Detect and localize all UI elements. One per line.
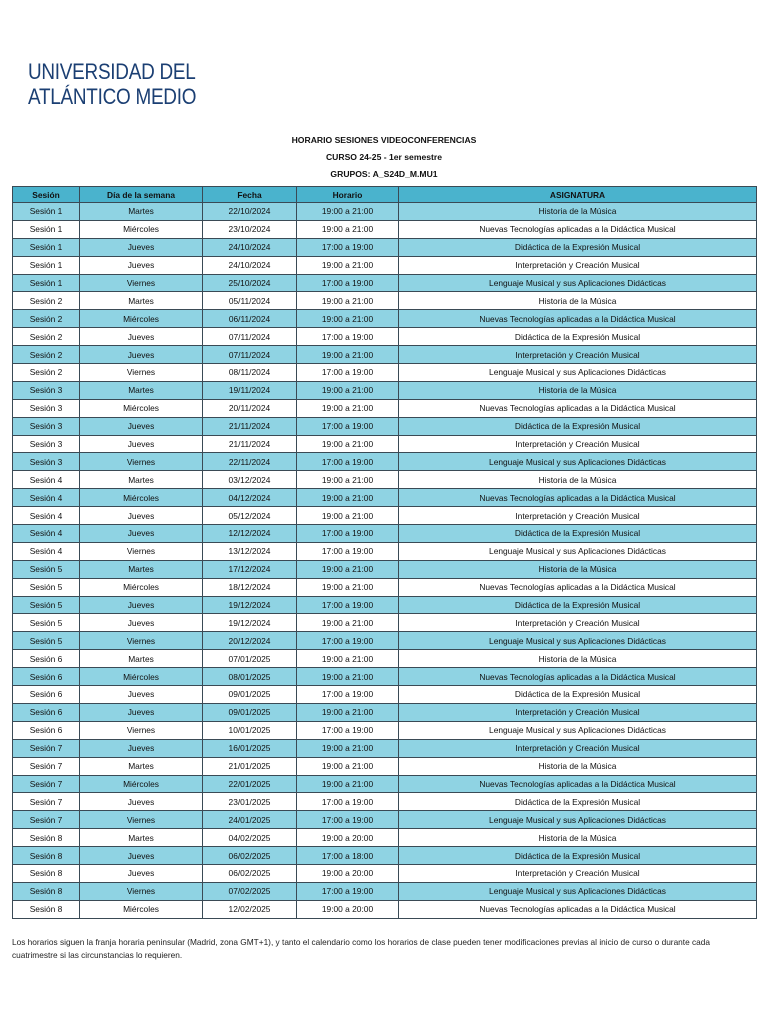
- cell-time: 19:00 a 20:00: [297, 900, 399, 918]
- cell-weekday: Martes: [80, 203, 203, 221]
- cell-session: Sesión 7: [13, 811, 80, 829]
- cell-subject: Nuevas Tecnologías aplicadas a la Didáctica Musical: [399, 668, 757, 686]
- cell-date: 06/02/2025: [203, 864, 297, 882]
- cell-session: Sesión 8: [13, 864, 80, 882]
- cell-subject: Historia de la Música: [399, 203, 757, 221]
- col-header-session: Sesión: [13, 187, 80, 203]
- cell-session: Sesión 8: [13, 882, 80, 900]
- cell-session: Sesión 3: [13, 453, 80, 471]
- cell-weekday: Jueves: [80, 238, 203, 256]
- cell-time: 19:00 a 21:00: [297, 399, 399, 417]
- table-row: [13, 847, 757, 865]
- cell-session: Sesión 6: [13, 686, 80, 704]
- table-row: [13, 596, 757, 614]
- cell-subject: Lenguaje Musical y sus Aplicaciones Didácticas: [399, 453, 757, 471]
- cell-date: 10/01/2025: [203, 721, 297, 739]
- cell-time: 19:00 a 21:00: [297, 256, 399, 274]
- cell-session: Sesión 3: [13, 399, 80, 417]
- table-row: [13, 417, 757, 435]
- cell-time: 17:00 a 19:00: [297, 686, 399, 704]
- col-header-subject: ASIGNATURA: [399, 187, 757, 203]
- cell-session: Sesión 6: [13, 650, 80, 668]
- cell-date: 22/11/2024: [203, 453, 297, 471]
- cell-subject: Historia de la Música: [399, 650, 757, 668]
- cell-weekday: Martes: [80, 292, 203, 310]
- cell-subject: Didáctica de la Expresión Musical: [399, 525, 757, 543]
- cell-session: Sesión 6: [13, 668, 80, 686]
- table-row: [13, 900, 757, 918]
- logo-line-2: ATLÁNTICO MEDIO: [28, 84, 197, 109]
- cell-session: Sesión 1: [13, 238, 80, 256]
- table-row: [13, 650, 757, 668]
- cell-date: 05/11/2024: [203, 292, 297, 310]
- cell-subject: Interpretación y Creación Musical: [399, 614, 757, 632]
- cell-time: 19:00 a 21:00: [297, 220, 399, 238]
- university-logo: [22, 55, 212, 117]
- table-row: [13, 507, 757, 525]
- cell-time: 19:00 a 21:00: [297, 739, 399, 757]
- cell-subject: Historia de la Música: [399, 757, 757, 775]
- cell-date: 08/11/2024: [203, 364, 297, 382]
- cell-subject: Lenguaje Musical y sus Aplicaciones Didácticas: [399, 274, 757, 292]
- table-row: [13, 703, 757, 721]
- table-row: [13, 793, 757, 811]
- cell-time: 17:00 a 19:00: [297, 364, 399, 382]
- course-label: CURSO 24-25 - 1er semestre: [325, 152, 443, 162]
- cell-session: Sesión 2: [13, 310, 80, 328]
- cell-weekday: Viernes: [80, 811, 203, 829]
- cell-date: 19/11/2024: [203, 381, 297, 399]
- cell-weekday: Jueves: [80, 525, 203, 543]
- table-row: [13, 310, 757, 328]
- table-row: [13, 811, 757, 829]
- cell-time: 19:00 a 21:00: [297, 292, 399, 310]
- table-row: [13, 328, 757, 346]
- cell-subject: Interpretación y Creación Musical: [399, 256, 757, 274]
- table-header-row: [13, 187, 757, 203]
- cell-session: Sesión 7: [13, 757, 80, 775]
- table-row: [13, 292, 757, 310]
- cell-subject: Interpretación y Creación Musical: [399, 507, 757, 525]
- cell-weekday: Martes: [80, 650, 203, 668]
- cell-weekday: Viernes: [80, 364, 203, 382]
- cell-subject: Historia de la Música: [399, 829, 757, 847]
- cell-session: Sesión 1: [13, 274, 80, 292]
- cell-subject: Historia de la Música: [399, 292, 757, 310]
- cell-subject: Lenguaje Musical y sus Aplicaciones Didácticas: [399, 632, 757, 650]
- cell-weekday: Jueves: [80, 614, 203, 632]
- cell-date: 06/11/2024: [203, 310, 297, 328]
- table-row: [13, 632, 757, 650]
- table-row: [13, 471, 757, 489]
- cell-time: 19:00 a 21:00: [297, 381, 399, 399]
- cell-session: Sesión 2: [13, 328, 80, 346]
- cell-time: 19:00 a 21:00: [297, 346, 399, 364]
- cell-session: Sesión 4: [13, 471, 80, 489]
- cell-weekday: Jueves: [80, 864, 203, 882]
- table-row: [13, 882, 757, 900]
- cell-weekday: Jueves: [80, 847, 203, 865]
- cell-weekday: Jueves: [80, 596, 203, 614]
- table-row: [13, 346, 757, 364]
- table-row: [13, 721, 757, 739]
- cell-subject: Nuevas Tecnologías aplicadas a la Didáctica Musical: [399, 310, 757, 328]
- cell-subject: Nuevas Tecnologías aplicadas a la Didáctica Musical: [399, 220, 757, 238]
- cell-date: 17/12/2024: [203, 560, 297, 578]
- cell-subject: Didáctica de la Expresión Musical: [399, 417, 757, 435]
- cell-date: 19/12/2024: [203, 596, 297, 614]
- cell-subject: Nuevas Tecnologías aplicadas a la Didáctica Musical: [399, 775, 757, 793]
- table-row: [13, 775, 757, 793]
- cell-session: Sesión 8: [13, 829, 80, 847]
- table-row: [13, 238, 757, 256]
- cell-session: Sesión 4: [13, 489, 80, 507]
- cell-time: 17:00 a 19:00: [297, 811, 399, 829]
- cell-weekday: Viernes: [80, 632, 203, 650]
- cell-subject: Lenguaje Musical y sus Aplicaciones Didácticas: [399, 882, 757, 900]
- cell-session: Sesión 5: [13, 560, 80, 578]
- col-header-date: Fecha: [203, 187, 297, 203]
- cell-session: Sesión 3: [13, 417, 80, 435]
- cell-date: 23/01/2025: [203, 793, 297, 811]
- cell-subject: Didáctica de la Expresión Musical: [399, 847, 757, 865]
- table-row: [13, 220, 757, 238]
- cell-time: 17:00 a 19:00: [297, 632, 399, 650]
- cell-subject: Interpretación y Creación Musical: [399, 739, 757, 757]
- cell-time: 19:00 a 21:00: [297, 668, 399, 686]
- cell-date: 09/01/2025: [203, 703, 297, 721]
- cell-weekday: Jueves: [80, 507, 203, 525]
- cell-time: 19:00 a 21:00: [297, 650, 399, 668]
- cell-weekday: Jueves: [80, 256, 203, 274]
- cell-session: Sesión 4: [13, 542, 80, 560]
- table-row: [13, 864, 757, 882]
- cell-subject: Historia de la Música: [399, 471, 757, 489]
- cell-subject: Interpretación y Creación Musical: [399, 435, 757, 453]
- cell-subject: Interpretación y Creación Musical: [399, 864, 757, 882]
- cell-weekday: Miércoles: [80, 310, 203, 328]
- table-row: [13, 560, 757, 578]
- schedule-table-body: [13, 203, 757, 919]
- cell-weekday: Jueves: [80, 435, 203, 453]
- table-row: [13, 525, 757, 543]
- cell-date: 13/12/2024: [203, 542, 297, 560]
- cell-weekday: Jueves: [80, 686, 203, 704]
- cell-date: 22/01/2025: [203, 775, 297, 793]
- cell-session: Sesión 2: [13, 292, 80, 310]
- schedule-table: [12, 186, 757, 919]
- cell-subject: Didáctica de la Expresión Musical: [399, 793, 757, 811]
- cell-date: 20/12/2024: [203, 632, 297, 650]
- cell-session: Sesión 6: [13, 703, 80, 721]
- table-row: [13, 399, 757, 417]
- cell-weekday: Jueves: [80, 346, 203, 364]
- table-row: [13, 686, 757, 704]
- cell-session: Sesión 1: [13, 220, 80, 238]
- cell-time: 17:00 a 19:00: [297, 721, 399, 739]
- cell-date: 20/11/2024: [203, 399, 297, 417]
- cell-weekday: Martes: [80, 381, 203, 399]
- cell-session: Sesión 2: [13, 346, 80, 364]
- cell-date: 06/02/2025: [203, 847, 297, 865]
- cell-date: 07/11/2024: [203, 346, 297, 364]
- cell-session: Sesión 4: [13, 525, 80, 543]
- cell-session: Sesión 6: [13, 721, 80, 739]
- cell-session: Sesión 1: [13, 203, 80, 221]
- cell-weekday: Miércoles: [80, 220, 203, 238]
- cell-date: 19/12/2024: [203, 614, 297, 632]
- cell-time: 19:00 a 21:00: [297, 471, 399, 489]
- cell-subject: Lenguaje Musical y sus Aplicaciones Didácticas: [399, 364, 757, 382]
- cell-time: 19:00 a 21:00: [297, 703, 399, 721]
- cell-weekday: Miércoles: [80, 399, 203, 417]
- cell-date: 07/02/2025: [203, 882, 297, 900]
- cell-subject: Nuevas Tecnologías aplicadas a la Didáctica Musical: [399, 399, 757, 417]
- table-row: [13, 739, 757, 757]
- cell-date: 09/01/2025: [203, 686, 297, 704]
- cell-weekday: Miércoles: [80, 900, 203, 918]
- cell-weekday: Miércoles: [80, 578, 203, 596]
- cell-time: 17:00 a 18:00: [297, 847, 399, 865]
- cell-weekday: Jueves: [80, 739, 203, 757]
- cell-subject: Nuevas Tecnologías aplicadas a la Didáctica Musical: [399, 900, 757, 918]
- cell-date: 21/11/2024: [203, 417, 297, 435]
- table-row: [13, 435, 757, 453]
- cell-weekday: Jueves: [80, 328, 203, 346]
- table-row: [13, 757, 757, 775]
- cell-subject: Didáctica de la Expresión Musical: [399, 686, 757, 704]
- cell-date: 16/01/2025: [203, 739, 297, 757]
- cell-weekday: Martes: [80, 471, 203, 489]
- logo-line-1: UNIVERSIDAD DEL: [28, 59, 196, 84]
- cell-session: Sesión 3: [13, 435, 80, 453]
- table-row: [13, 381, 757, 399]
- cell-time: 19:00 a 21:00: [297, 489, 399, 507]
- cell-weekday: Viernes: [80, 542, 203, 560]
- cell-subject: Nuevas Tecnologías aplicadas a la Didáctica Musical: [399, 489, 757, 507]
- table-row: [13, 453, 757, 471]
- cell-time: 19:00 a 20:00: [297, 864, 399, 882]
- cell-time: 19:00 a 21:00: [297, 507, 399, 525]
- cell-date: 24/10/2024: [203, 256, 297, 274]
- cell-time: 17:00 a 19:00: [297, 793, 399, 811]
- document-header: [0, 132, 768, 183]
- cell-date: 18/12/2024: [203, 578, 297, 596]
- cell-weekday: Viernes: [80, 721, 203, 739]
- cell-date: 12/02/2025: [203, 900, 297, 918]
- table-row: [13, 829, 757, 847]
- cell-weekday: Jueves: [80, 793, 203, 811]
- cell-time: 19:00 a 21:00: [297, 578, 399, 596]
- cell-session: Sesión 5: [13, 578, 80, 596]
- cell-time: 19:00 a 21:00: [297, 757, 399, 775]
- cell-session: Sesión 8: [13, 847, 80, 865]
- cell-subject: Historia de la Música: [399, 381, 757, 399]
- cell-date: 03/12/2024: [203, 471, 297, 489]
- cell-subject: Lenguaje Musical y sus Aplicaciones Didácticas: [399, 542, 757, 560]
- cell-time: 17:00 a 19:00: [297, 274, 399, 292]
- groups-label: GRUPOS: A_S24D_M.MU1: [330, 169, 438, 179]
- cell-time: 17:00 a 19:00: [297, 525, 399, 543]
- cell-time: 17:00 a 19:00: [297, 542, 399, 560]
- cell-subject: Interpretación y Creación Musical: [399, 703, 757, 721]
- cell-date: 05/12/2024: [203, 507, 297, 525]
- cell-date: 07/11/2024: [203, 328, 297, 346]
- cell-date: 24/01/2025: [203, 811, 297, 829]
- cell-subject: Didáctica de la Expresión Musical: [399, 238, 757, 256]
- cell-subject: Didáctica de la Expresión Musical: [399, 596, 757, 614]
- cell-session: Sesión 7: [13, 775, 80, 793]
- cell-weekday: Viernes: [80, 882, 203, 900]
- cell-subject: Lenguaje Musical y sus Aplicaciones Didácticas: [399, 721, 757, 739]
- cell-weekday: Miércoles: [80, 775, 203, 793]
- cell-subject: Lenguaje Musical y sus Aplicaciones Didácticas: [399, 811, 757, 829]
- cell-time: 19:00 a 21:00: [297, 435, 399, 453]
- cell-session: Sesión 7: [13, 739, 80, 757]
- table-row: [13, 256, 757, 274]
- cell-date: 21/11/2024: [203, 435, 297, 453]
- table-row: [13, 203, 757, 221]
- cell-date: 04/12/2024: [203, 489, 297, 507]
- cell-weekday: Viernes: [80, 453, 203, 471]
- cell-weekday: Jueves: [80, 703, 203, 721]
- document-title: HORARIO SESIONES VIDEOCONFERENCIAS: [291, 135, 477, 145]
- table-row: [13, 542, 757, 560]
- cell-date: 08/01/2025: [203, 668, 297, 686]
- cell-weekday: Martes: [80, 560, 203, 578]
- cell-time: 17:00 a 19:00: [297, 882, 399, 900]
- cell-weekday: Miércoles: [80, 489, 203, 507]
- logo-wordmark: [28, 59, 196, 109]
- col-header-time: Horario: [297, 187, 399, 203]
- footnote: Los horarios siguen la franja horaria peninsular (Madrid, zona GMT+1), y tanto el calendario como los horarios de clase pueden tener modificaciones previas al inicio de curso o durante cada cuatrimestre si las circunstancias lo requieren.: [12, 937, 711, 960]
- cell-session: Sesión 5: [13, 596, 80, 614]
- cell-session: Sesión 5: [13, 632, 80, 650]
- cell-time: 17:00 a 19:00: [297, 417, 399, 435]
- cell-session: Sesión 3: [13, 381, 80, 399]
- cell-session: Sesión 8: [13, 900, 80, 918]
- cell-time: 19:00 a 20:00: [297, 829, 399, 847]
- cell-date: 22/10/2024: [203, 203, 297, 221]
- cell-weekday: Martes: [80, 829, 203, 847]
- cell-time: 19:00 a 21:00: [297, 560, 399, 578]
- cell-time: 17:00 a 19:00: [297, 453, 399, 471]
- cell-time: 19:00 a 21:00: [297, 775, 399, 793]
- table-row: [13, 614, 757, 632]
- cell-session: Sesión 4: [13, 507, 80, 525]
- cell-date: 25/10/2024: [203, 274, 297, 292]
- cell-session: Sesión 2: [13, 364, 80, 382]
- cell-date: 07/01/2025: [203, 650, 297, 668]
- cell-date: 24/10/2024: [203, 238, 297, 256]
- cell-date: 12/12/2024: [203, 525, 297, 543]
- cell-weekday: Viernes: [80, 274, 203, 292]
- table-row: [13, 578, 757, 596]
- cell-weekday: Martes: [80, 757, 203, 775]
- cell-date: 04/02/2025: [203, 829, 297, 847]
- table-row: [13, 489, 757, 507]
- cell-subject: Interpretación y Creación Musical: [399, 346, 757, 364]
- col-header-weekday: Día de la semana: [80, 187, 203, 203]
- cell-time: 17:00 a 19:00: [297, 238, 399, 256]
- cell-time: 19:00 a 21:00: [297, 310, 399, 328]
- cell-weekday: Jueves: [80, 417, 203, 435]
- cell-subject: Historia de la Música: [399, 560, 757, 578]
- cell-time: 19:00 a 21:00: [297, 203, 399, 221]
- cell-subject: Didáctica de la Expresión Musical: [399, 328, 757, 346]
- cell-session: Sesión 7: [13, 793, 80, 811]
- cell-session: Sesión 1: [13, 256, 80, 274]
- cell-date: 21/01/2025: [203, 757, 297, 775]
- table-row: [13, 364, 757, 382]
- cell-date: 23/10/2024: [203, 220, 297, 238]
- table-row: [13, 668, 757, 686]
- cell-time: 19:00 a 21:00: [297, 614, 399, 632]
- cell-session: Sesión 5: [13, 614, 80, 632]
- cell-weekday: Miércoles: [80, 668, 203, 686]
- table-row: [13, 274, 757, 292]
- cell-subject: Nuevas Tecnologías aplicadas a la Didáctica Musical: [399, 578, 757, 596]
- cell-time: 17:00 a 19:00: [297, 328, 399, 346]
- cell-time: 17:00 a 19:00: [297, 596, 399, 614]
